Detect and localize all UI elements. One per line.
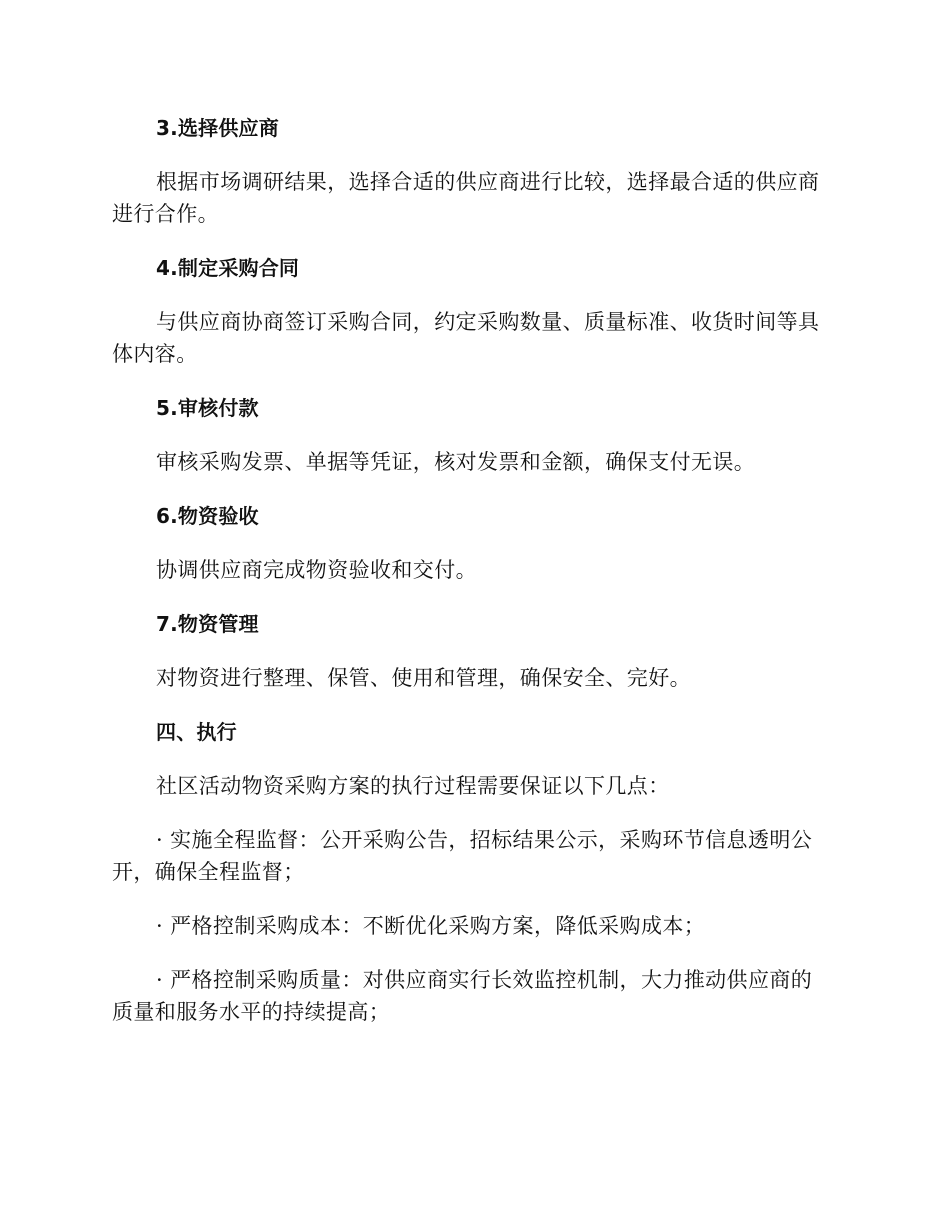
paragraph-contract: 与供应商协商签订采购合同，约定采购数量、质量标准、收货时间等具体内容。 bbox=[112, 310, 820, 366]
bullet-supervision: · 实施全程监督：公开采购公告，招标结果公示，采购环节信息透明公开，确保全程监督； bbox=[112, 828, 813, 884]
section-heading-select-supplier: 3.选择供应商 bbox=[156, 116, 279, 140]
section-heading-execution: 四、执行 bbox=[156, 720, 237, 744]
document-body bbox=[112, 112, 832, 1028]
paragraph-payment-review: 审核采购发票、单据等凭证，核对发票和金额，确保支付无误。 bbox=[156, 450, 756, 474]
bullet-cost-control: · 严格控制采购成本：不断优化采购方案，降低采购成本； bbox=[156, 914, 706, 938]
section-heading-acceptance: 6.物资验收 bbox=[156, 504, 259, 528]
paragraph-select-supplier: 根据市场调研结果，选择合适的供应商进行比较，选择最合适的供应商进行合作。 bbox=[112, 170, 820, 226]
section-heading-contract: 4.制定采购合同 bbox=[156, 256, 300, 280]
paragraph-material-management: 对物资进行整理、保管、使用和管理，确保安全、完好。 bbox=[156, 666, 691, 690]
section-heading-material-management: 7.物资管理 bbox=[156, 612, 259, 636]
bullet-quality-control: · 严格控制采购质量：对供应商实行长效监控机制，大力推动供应商的质量和服务水平的持续提高； bbox=[112, 968, 813, 1024]
section-heading-payment-review: 5.审核付款 bbox=[156, 396, 259, 420]
paragraph-execution-intro: 社区活动物资采购方案的执行过程需要保证以下几点： bbox=[156, 774, 670, 798]
paragraph-acceptance: 协调供应商完成物资验收和交付。 bbox=[156, 558, 477, 582]
